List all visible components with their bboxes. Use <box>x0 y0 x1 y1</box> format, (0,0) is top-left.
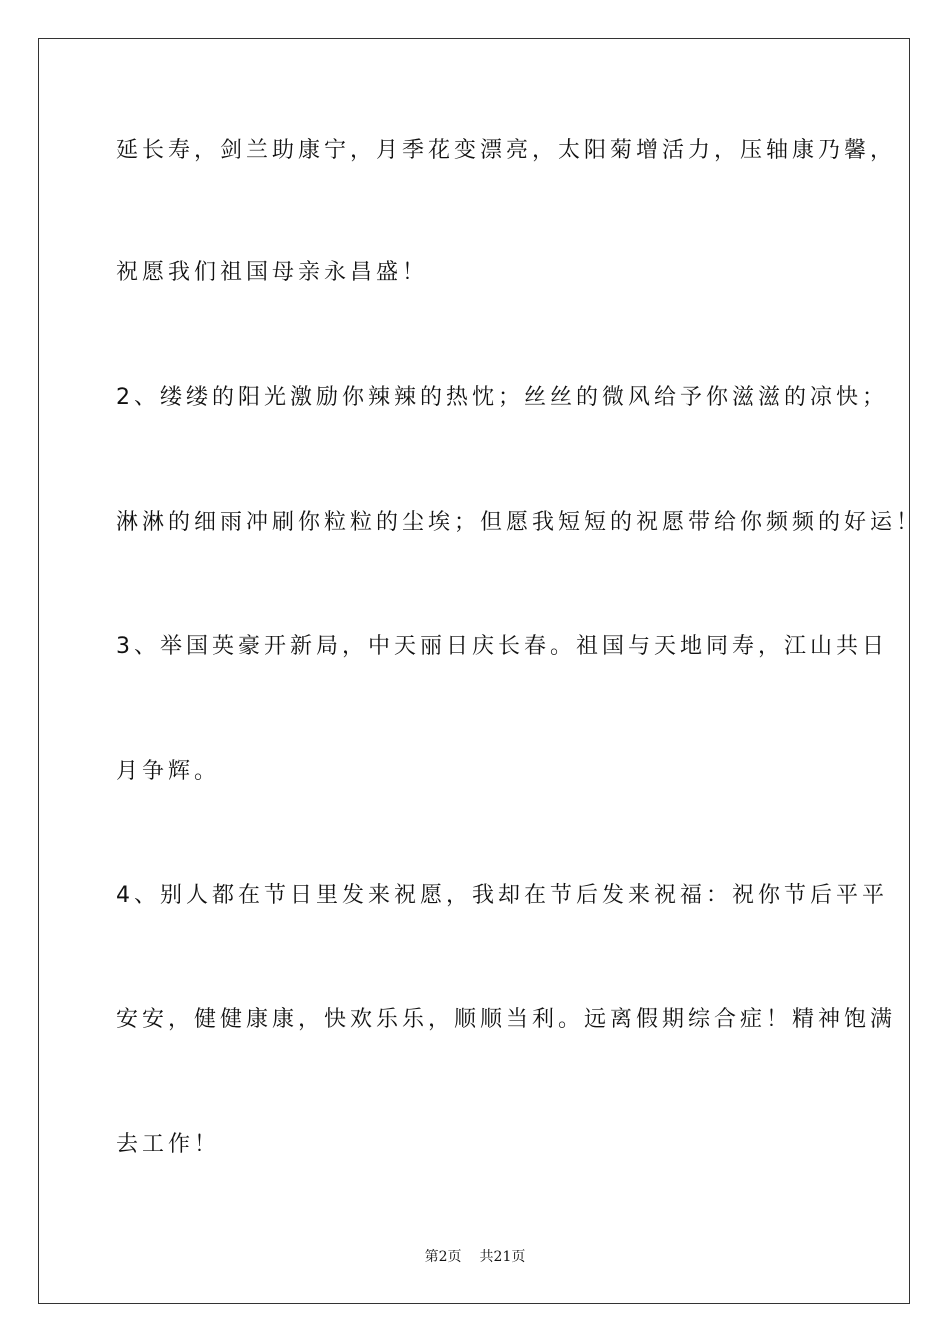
text-line: 月争辉。 <box>116 759 221 784</box>
text-line: 安安，健健康康，快欢乐乐，顺顺当利。远离假期综合症！精神饱满 <box>116 1007 897 1032</box>
page-number: 第2页 <box>424 1249 462 1265</box>
text-line: 延长寿，剑兰助康宁，月季花变漂亮，太阳菊增活力，压轴康乃馨， <box>116 138 897 163</box>
text-line: 淋淋的细雨冲刷你粒粒的尘埃；但愿我短短的祝愿带给你频频的好运！ <box>116 510 923 535</box>
text-line: 去工作！ <box>116 1132 221 1157</box>
text-line: 3、举国英豪开新局，中天丽日庆长春。祖国与天地同寿，江山共日 <box>116 634 888 659</box>
text-line: 祝愿我们祖国母亲永昌盛！ <box>116 260 429 285</box>
text-line: 2、缕缕的阳光激励你辣辣的热忱；丝丝的微风给予你滋滋的凉快； <box>116 385 888 410</box>
page-footer <box>0 1246 950 1266</box>
page-border <box>38 38 910 1304</box>
page-total: 共21页 <box>479 1249 526 1265</box>
text-line: 4、别人都在节日里发来祝愿，我却在节后发来祝福：祝你节后平平 <box>116 883 888 908</box>
